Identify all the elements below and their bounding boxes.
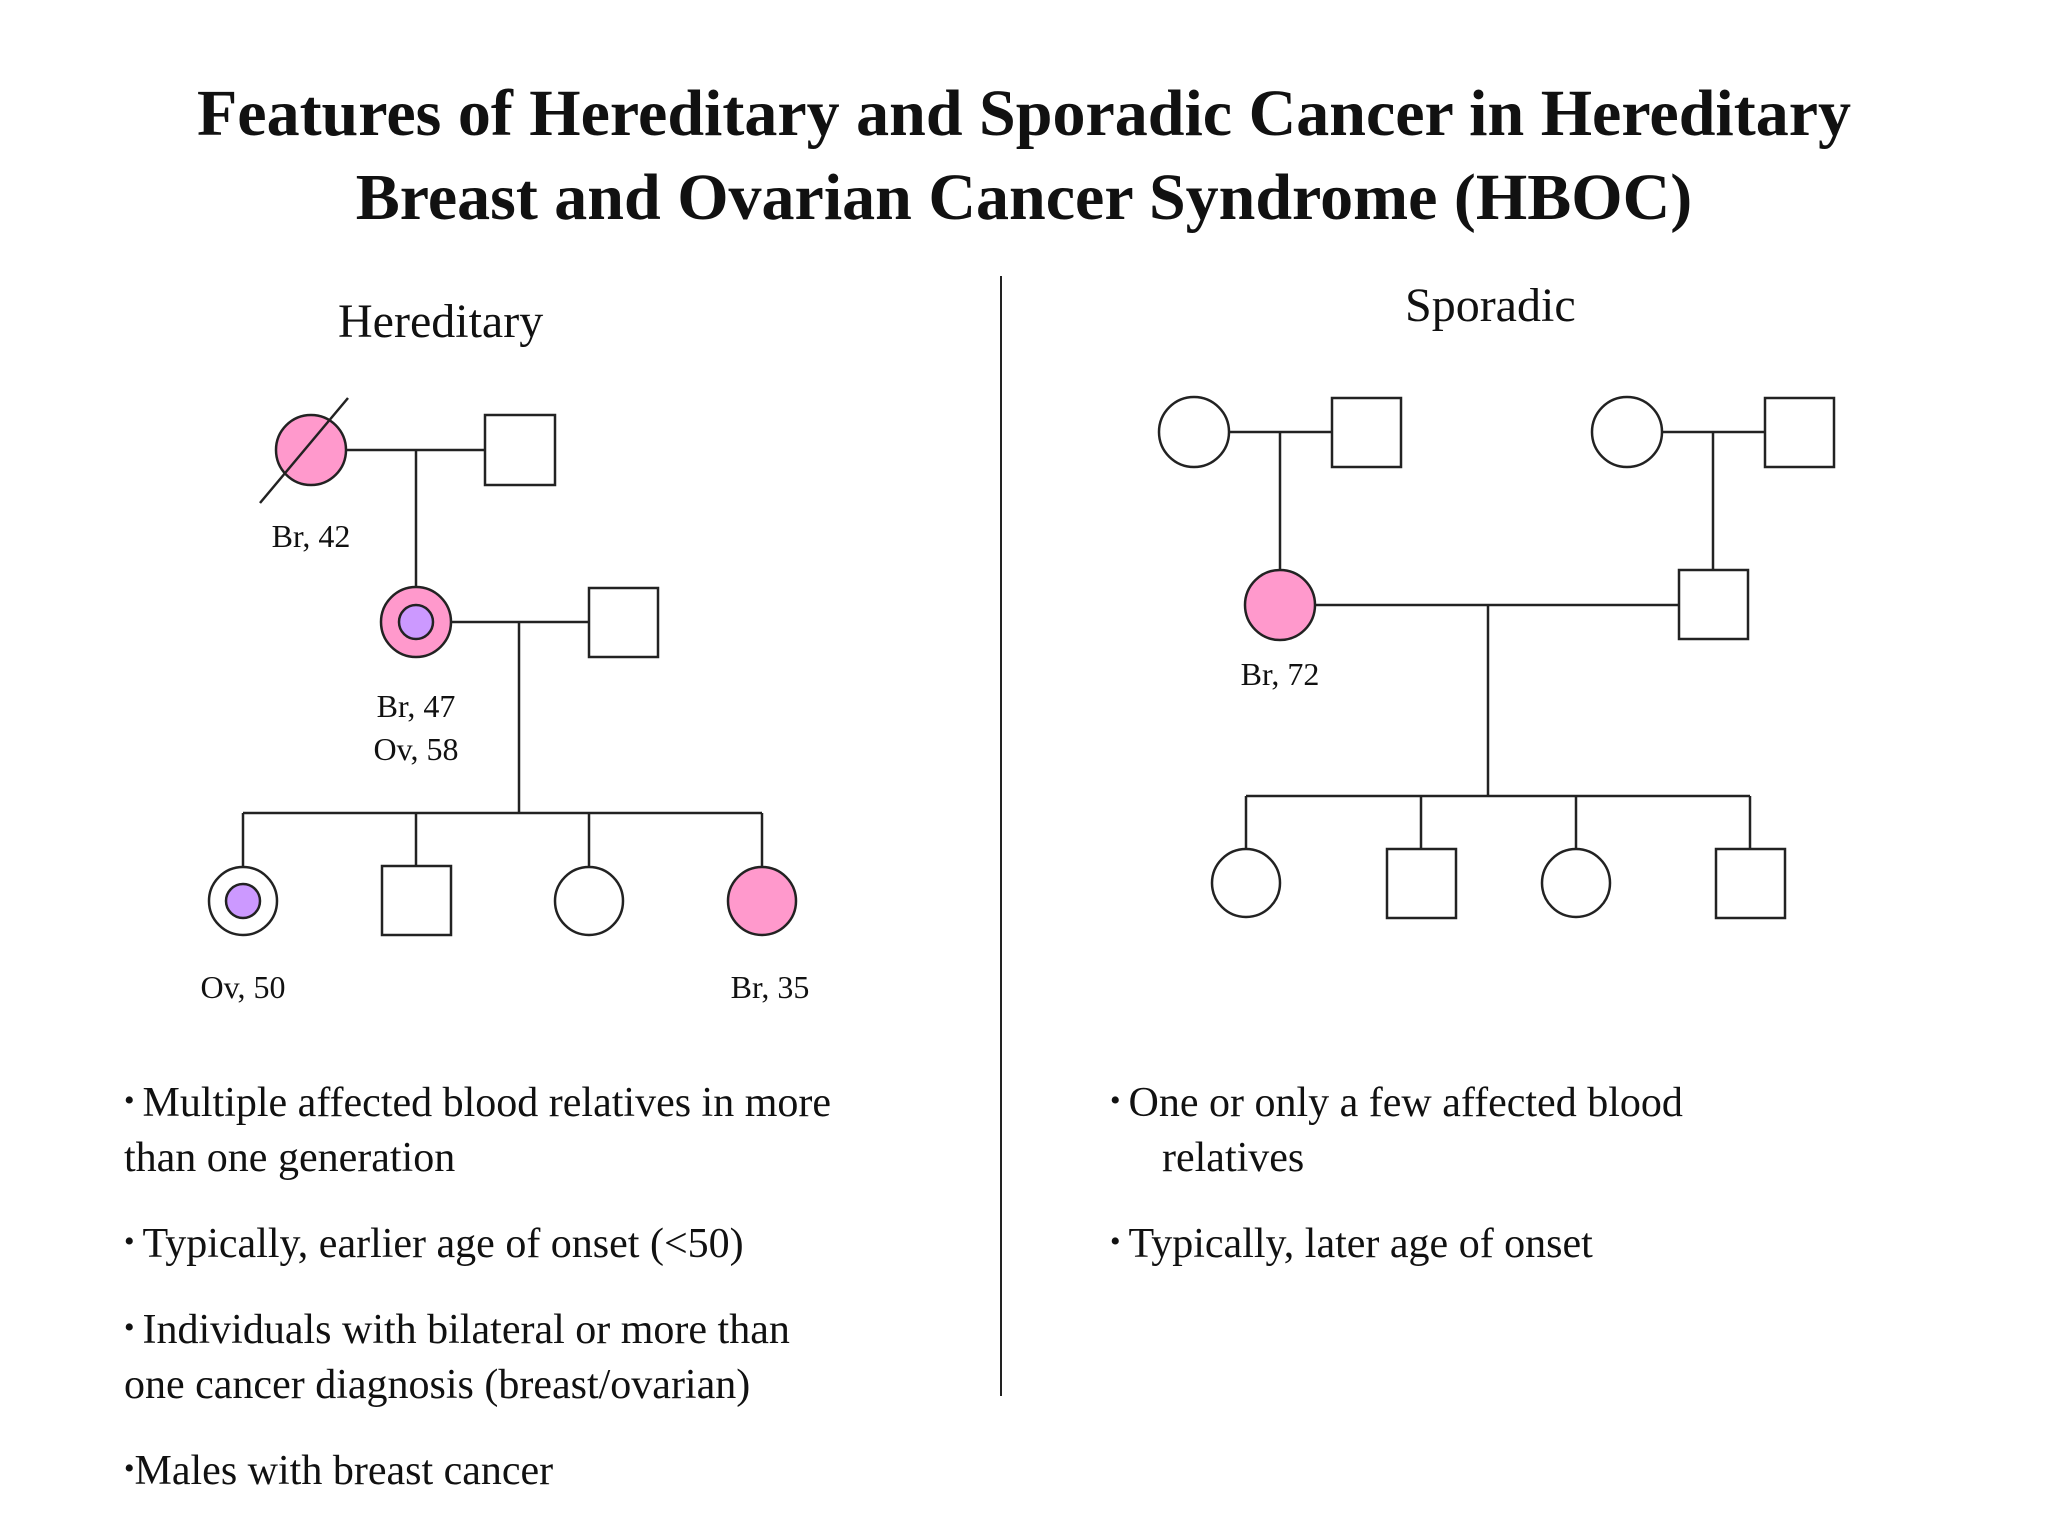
sporadic-father bbox=[1679, 570, 1748, 639]
bullet-text-cont: one cancer diagnosis (breast/ovarian) bbox=[124, 1362, 751, 1408]
daughter1-label: Ov, 50 bbox=[200, 969, 286, 1005]
daughter1-affected-ovarian bbox=[226, 884, 260, 918]
sporadic-proband-label: Br, 72 bbox=[1240, 656, 1320, 692]
hereditary-bullet-2 bbox=[124, 1214, 984, 1272]
bullet-text: One or only a few affected blood bbox=[1128, 1080, 1683, 1126]
title-line-1: Features of Hereditary and Sporadic Cancer in Hereditary bbox=[196, 77, 1852, 150]
bullet-text: Males with breast cancer bbox=[134, 1448, 554, 1494]
maternal-grandfather bbox=[1332, 398, 1401, 467]
mother-label-ovarian: Ov, 58 bbox=[373, 731, 459, 767]
child2-male bbox=[1387, 849, 1456, 918]
hereditary-bullet-list bbox=[124, 1073, 984, 1527]
bullet-text: Typically, earlier age of onset (<50) bbox=[142, 1221, 744, 1267]
grandmother-label: Br, 42 bbox=[271, 518, 351, 554]
hereditary-bullet-3 bbox=[124, 1300, 984, 1413]
child4-male bbox=[1716, 849, 1785, 918]
bullet-text: Individuals with bilateral or more than bbox=[142, 1307, 790, 1353]
bullet-glyph: • bbox=[1110, 1225, 1121, 1258]
mother-affected-ovarian bbox=[399, 605, 433, 639]
title-line-2: Breast and Ovarian Cancer Syndrome (HBOC) bbox=[355, 161, 1693, 234]
bullet-text: Typically, later age of onset bbox=[1128, 1221, 1593, 1267]
bullet-glyph: • bbox=[124, 1225, 135, 1258]
son-unaffected bbox=[382, 866, 451, 935]
hereditary-bullet-4 bbox=[124, 1441, 984, 1499]
bullet-text-cont: than one generation bbox=[124, 1135, 456, 1181]
child3-female bbox=[1542, 849, 1610, 917]
bullet-glyph: • bbox=[124, 1311, 135, 1344]
paternal-grandmother bbox=[1592, 397, 1662, 467]
bullet-text-cont: relatives bbox=[1162, 1135, 1305, 1181]
child1-female bbox=[1212, 849, 1280, 917]
bullet-glyph: • bbox=[124, 1084, 135, 1117]
maternal-grandmother bbox=[1159, 397, 1229, 467]
mother-label-breast: Br, 47 bbox=[376, 688, 456, 724]
daughter2-label: Br, 35 bbox=[730, 969, 810, 1005]
sporadic-bullet-list bbox=[1110, 1073, 1990, 1300]
bullet-text: Multiple affected blood relatives in more bbox=[142, 1080, 832, 1126]
bullet-glyph: • bbox=[1110, 1084, 1121, 1117]
sporadic-heading: Sporadic bbox=[1405, 279, 1576, 332]
grandfather-unaffected bbox=[485, 415, 555, 485]
daughter-unaffected bbox=[555, 867, 623, 935]
daughter2-affected-breast bbox=[728, 867, 796, 935]
sporadic-proband-affected-breast bbox=[1245, 570, 1315, 640]
sporadic-bullet-1 bbox=[1110, 1073, 1990, 1186]
hereditary-pedigree bbox=[209, 398, 796, 935]
sporadic-bullet-2 bbox=[1110, 1214, 1990, 1272]
father-unaffected bbox=[589, 588, 658, 657]
paternal-grandfather bbox=[1765, 398, 1834, 467]
hereditary-bullet-1 bbox=[124, 1073, 984, 1186]
hereditary-heading: Hereditary bbox=[338, 295, 544, 348]
grandmother-affected-breast bbox=[276, 415, 346, 485]
bullet-glyph: • bbox=[124, 1452, 135, 1485]
